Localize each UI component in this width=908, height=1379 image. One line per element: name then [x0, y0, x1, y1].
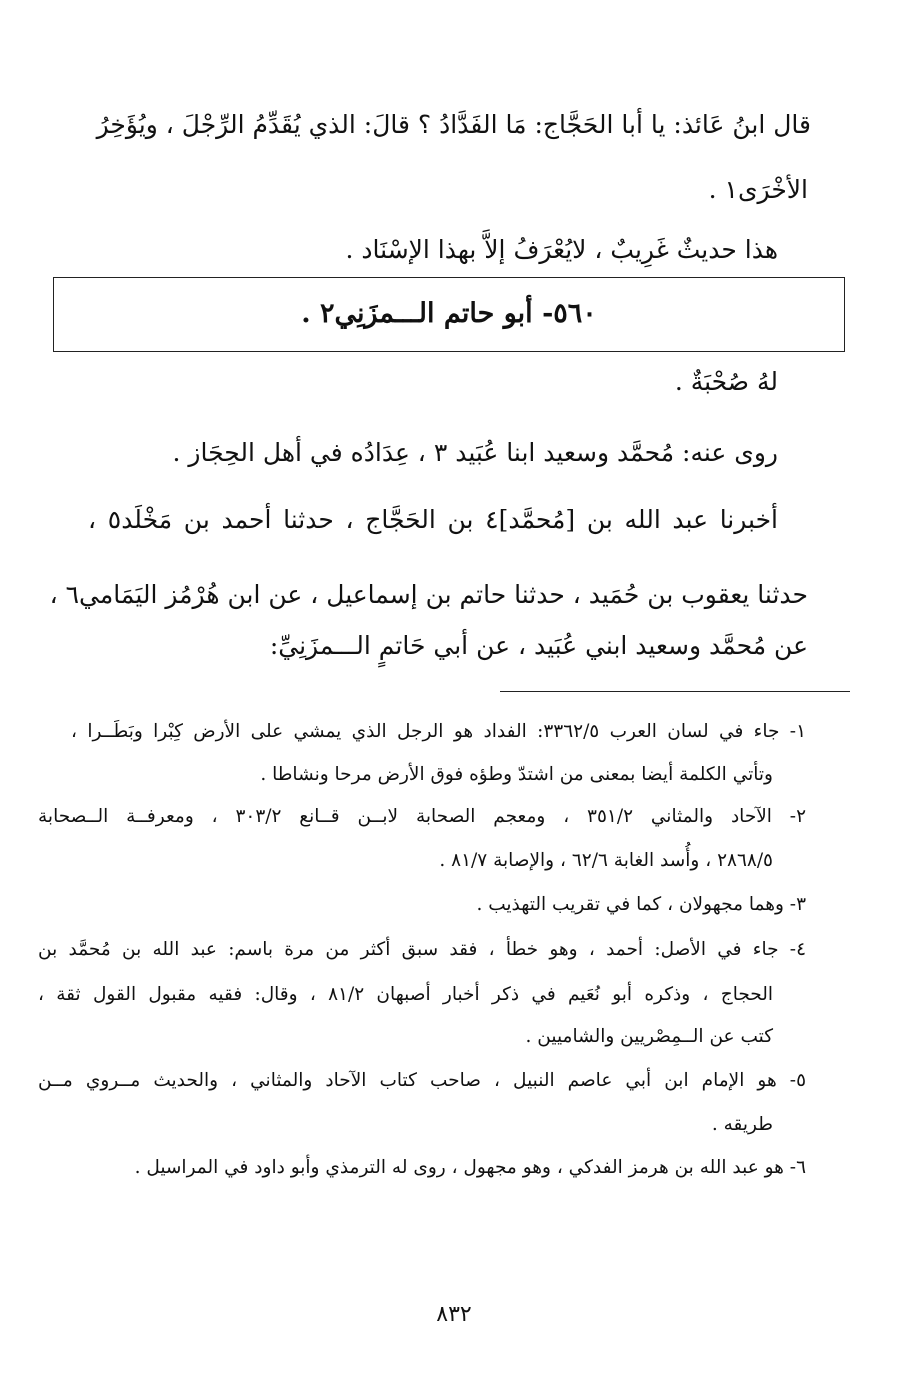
footnote-line: ٤- جاء في الأصل: أحمد ، وهو خطأ ، فقد سبق أكثر من مرة باسم: عبد الله بن مُحمَّد بن	[38, 939, 806, 960]
text-line: أخبرنا عبد الله بن [مُحمَّد]٤ بن الحَجَّاج ، حدثنا أحمد بن مَخْلَد٥ ،	[88, 505, 779, 534]
footnote-line: ٣- وهما مجهولان ، كما في تقريب التهذيب .	[476, 894, 806, 915]
footnote-line: ١- جاء في لسان العرب ٣٣٦٢/٥: الفداد هو الرجل الذي يمشي على الأرض كِبْرا وبَطَــرا ،	[71, 721, 806, 742]
text-line: الأخْرَى١ .	[708, 175, 808, 204]
text-line: لهُ صُحْبَةٌ .	[674, 367, 778, 396]
entry-title: ٥٦٠- أبو حاتم الـــمزَنِي٢ .	[301, 298, 597, 329]
text-line: هذا حديثٌ غَرِيبٌ ، لايُعْرَفُ إلاَّ بهذا الإسْنَاد .	[345, 235, 778, 264]
footnote-divider	[500, 691, 850, 692]
text-line: قال ابنُ عَائذ: يا أبا الحَجَّاج: مَا الفَدَّادُ ؟ قالَ: الذي يُقَدِّمُ الرِّجْلَ ، ويُؤَخِرُ	[96, 110, 811, 139]
footnote-line: ٥- هو الإمام ابن أبي عاصم النبيل ، صاحب كتاب الآحاد والمثاني ، والحديث مــروي مــن	[38, 1070, 806, 1091]
footnote-line: ٢- الآحاد والمثاني ٣٥١/٢ ، ومعجم الصحابة لابــن قــانع ٣٠٣/٢ ، ومعرفــة الــصحابة	[38, 806, 806, 827]
footnote-line: طريقه .	[711, 1114, 773, 1135]
entry-title-box	[53, 277, 845, 352]
footnote-line: ٦- هو عبد الله بن هرمز الفدكي ، وهو مجهول ، روى له الترمذي وأبو داود في المراسيل .	[134, 1157, 806, 1178]
text-line: روى عنه: مُحمَّد وسعيد ابنا عُبَيد ٣ ، عِدَادُه في أهل الحِجَاز .	[172, 438, 778, 467]
page-number: ٨٣٢	[436, 1302, 472, 1327]
footnote-line: الحجاج ، وذكره أبو نُعَيم في ذكر أخبار أصبهان ٨١/٢ ، وقال: فقيه مقبول القول ثقة ،	[38, 984, 773, 1005]
footnote-line: وتأتي الكلمة أيضا بمعنى من اشتدّ وطؤه فوق الأرض مرحا ونشاطا .	[260, 764, 773, 785]
text-line: عن مُحمَّد وسعيد ابني عُبَيد ، عن أبي حَاتمٍ الـــمزَنِيِّ:	[269, 631, 808, 660]
footnote-line: ٢٨٦٨/٥ ، وأُسد الغابة ٦٢/٦ ، والإصابة ٨١/٧ .	[439, 850, 773, 871]
text-line: حدثنا يعقوب بن حُمَيد ، حدثنا حاتم بن إسماعيل ، عن ابن هُرْمُز اليَمَامي٦ ،	[49, 580, 808, 609]
footnote-line: كتب عن الــمِصْريين والشاميين .	[525, 1026, 773, 1047]
